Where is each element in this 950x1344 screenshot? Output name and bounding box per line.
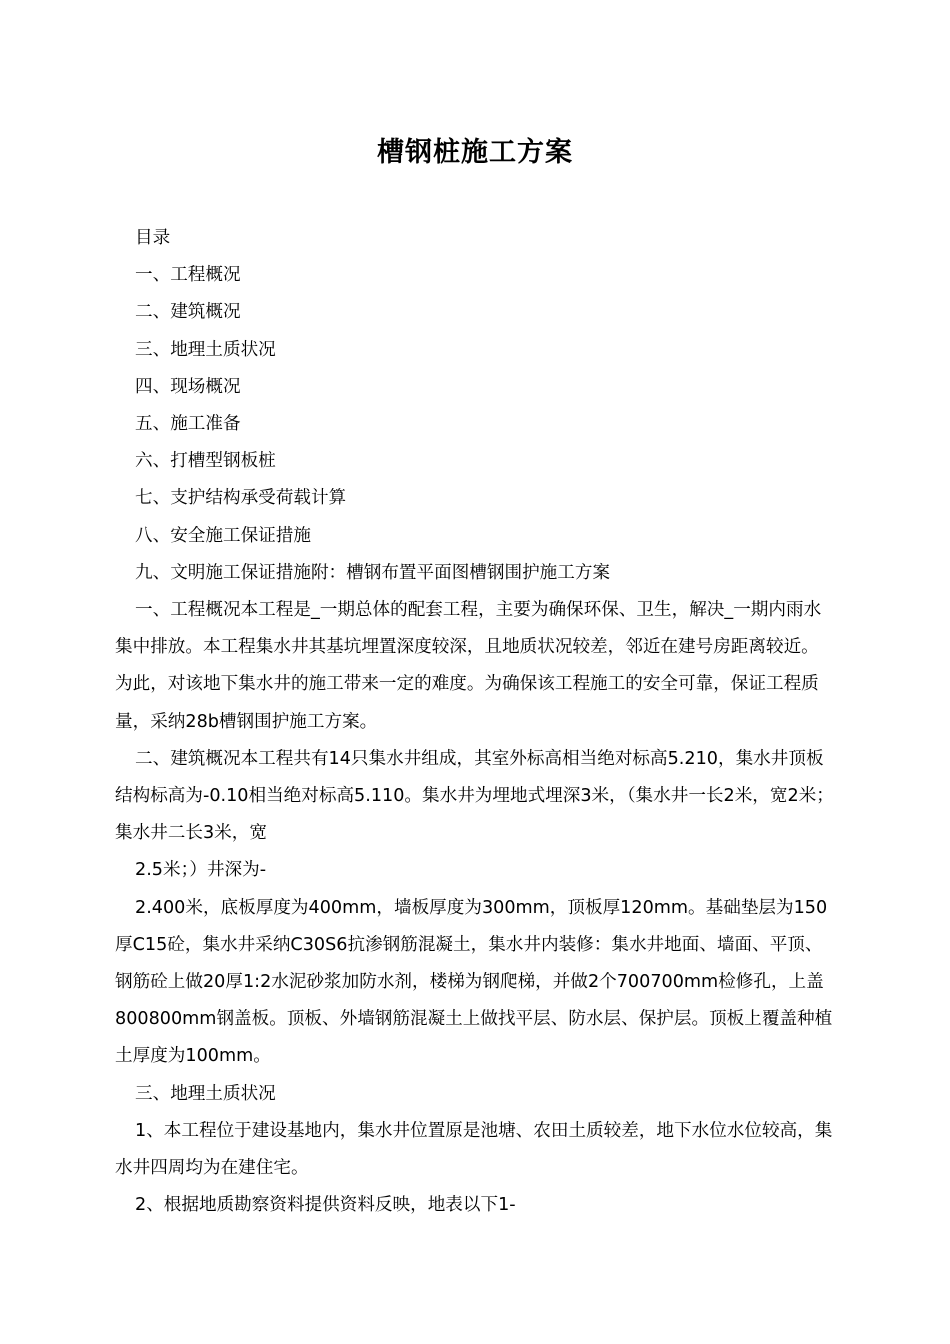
toc-item: 三、地理土质状况: [135, 339, 276, 360]
toc-item: 六、打槽型钢板桩: [135, 451, 276, 472]
toc-item: 四、现场概况: [135, 376, 241, 397]
table-of-contents: [115, 220, 835, 592]
paragraph-building-overview: 二、建筑概况本工程共有14只集水井组成，其室外标高相当绝对标高5.210，集水井顶板结构标高为-0.10相当绝对标高5.110。集水井为埋地式埋深3米，（集水井一长2米，宽2米；集水井二长3米，宽: [115, 748, 834, 844]
toc-item: 七、支护结构承受荷载计算: [135, 488, 347, 509]
paragraph-project-overview: 一、工程概况本工程是_一期总体的配套工程，主要为确保环保、卫生，解决_一期内雨水集中排放。本工程集水井其基坑埋置深度较深，且地质状况较差，邻近在建号房距离较近。为此，对该地下集水井的施工带来一定的难度。为确保该工程施工的安全可靠，保证工程质量，采纳28b槽钢围护施工方案。: [115, 600, 822, 732]
toc-item: 八、安全施工保证措施: [135, 525, 311, 546]
toc-item: 二、建筑概况: [135, 302, 241, 323]
toc-heading: 目录: [135, 228, 171, 248]
document-body: [115, 220, 835, 1224]
paragraph-geology-2: 2、根据地质勘察资料提供资料反映，地表以下1-: [135, 1195, 516, 1216]
paragraph-structure-details: 2.400米，底板厚度为400mm，墙板厚度为300mm，顶板厚120mm。基础垫层为150厚C15砼，集水井采纳C30S6抗渗钢筋混凝土，集水井内装修：集水井地面、墙面、平顶、钢筋砼上做20厚1:2水泥砂浆加防水剂，楼梯为钢爬梯，并做2个700700mm检修孔，上盖800800mm钢盖板。顶板、外墙钢筋混凝土上做找平层、防水层、保护层。顶板上覆盖种植土厚度为100mm。: [115, 897, 833, 1067]
paragraph-well-depth: 2.5米；）井深为-: [135, 860, 267, 881]
document-title: 槽钢桩施工方案: [377, 137, 573, 168]
toc-item: 一、工程概况: [135, 265, 241, 286]
toc-item: 九、文明施工保证措施附：槽钢布置平面图槽钢围护施工方案: [135, 562, 611, 583]
section-heading-geology: 三、地理土质状况: [135, 1083, 276, 1104]
paragraph-geology-1: 1、本工程位于建设基地内，集水井位置原是池塘、农田土质较差，地下水位水位较高，集水井四周均为在建住宅。: [115, 1120, 833, 1179]
toc-item: 五、施工准备: [135, 414, 241, 435]
